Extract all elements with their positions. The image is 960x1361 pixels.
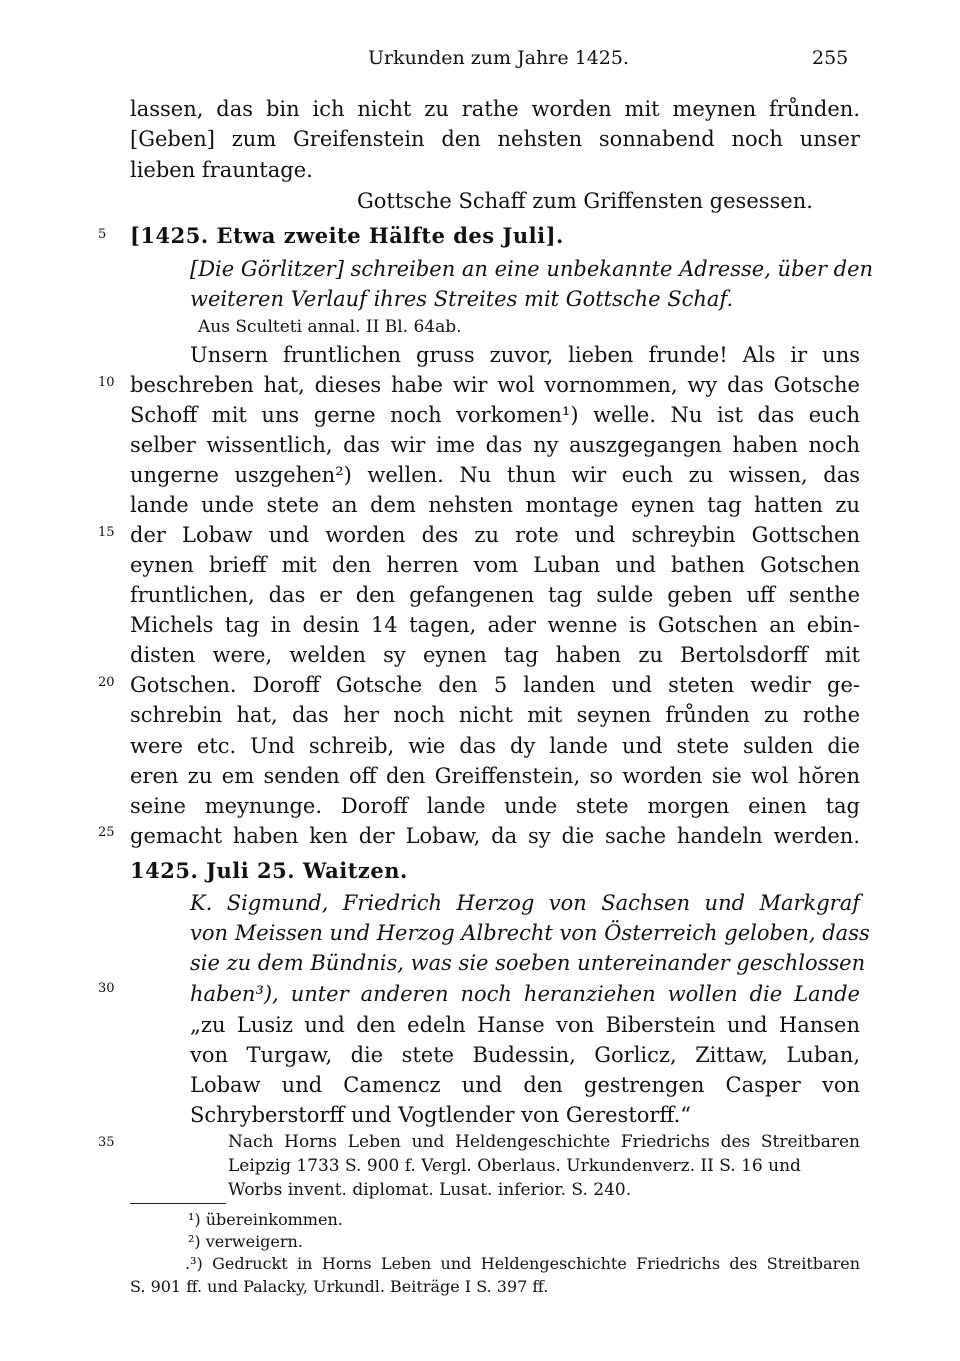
- text-line: disten were, welden sy eynen tag haben zu Bertolsdorff mit: [130, 643, 860, 667]
- line-number: 30: [98, 981, 115, 996]
- line-number: 35: [98, 1135, 115, 1150]
- document-heading: [1425. Etwa zweite Hälfte des Juli].: [130, 223, 564, 248]
- source-note: Leipzig 1733 S. 900 f. Vergl. Oberlaus. Urkundenverz. II S. 16 und: [228, 1156, 801, 1176]
- footnote: ²) verweigern.: [188, 1232, 303, 1251]
- line-number: 25: [98, 825, 115, 840]
- document-summary-line: weiteren Verlauf ihres Streites mit Gottsche Schaf.: [190, 287, 734, 311]
- document-heading: 1425. Juli 25. Waitzen.: [130, 858, 408, 883]
- text-line: were etc. Und schreib, wie das dy lande und stete sulden die: [130, 734, 860, 758]
- text-line: eren zu em senden off den Greiffenstein, so worden sie wol hŏren: [130, 764, 860, 788]
- quote-line: Lobaw und Camencz und den gestrengen Casper von: [190, 1073, 860, 1097]
- line-number: 10: [98, 375, 115, 390]
- text-line: schrebin hat, das her noch nicht mit seynen frůnden zu rothe: [130, 703, 860, 727]
- text-line: Schoff mit uns gerne noch vorkomen¹) welle. Nu ist das euch: [130, 403, 860, 427]
- line-number: 15: [98, 525, 115, 540]
- text-line: ungerne uszgehen²) wellen. Nu thun wir euch zu wissen, das: [130, 463, 860, 487]
- text-line: eynen brieff mit den herren vom Luban und bathen Gotschen: [130, 553, 860, 577]
- text-line: [Geben] zum Greifenstein den nehsten sonnabend noch unser: [130, 127, 860, 151]
- text-line: seine meynunge. Doroff lande unde stete morgen einen tag: [130, 794, 860, 818]
- text-line: gemacht haben ken der Lobaw, da sy die sache handeln werden.: [130, 824, 860, 848]
- signature-line: Gottsche Schaff zum Griffensten gesessen.: [357, 189, 813, 213]
- text-line: lande unde stete an dem nehsten montage eynen tag hatten zu: [130, 493, 860, 517]
- document-summary-line: haben³), unter anderen noch heranziehen wollen die Lande: [190, 982, 860, 1006]
- quote-line: „zu Lusiz und den edeln Hanse von Biberstein und Hansen: [190, 1013, 860, 1037]
- source-note: Worbs invent. diplomat. Lusat. inferior. S. 240.: [228, 1180, 632, 1200]
- running-title: Urkunden zum Jahre 1425.: [368, 47, 630, 69]
- footnote: ¹) übereinkommen.: [188, 1210, 343, 1229]
- text-line: Michels tag in desin 14 tagen, ader wenne is Gotschen an ebin-: [130, 613, 860, 637]
- text-line: selber wissentlich, das wir ime das ny auszgegangen haben noch: [130, 433, 860, 457]
- document-summary-line: K. Sigmund, Friedrich Herzog von Sachsen und Markgraf: [190, 891, 860, 915]
- text-line: lieben frauntage.: [130, 158, 313, 182]
- quote-line: Schryberstorff und Vogtlender von Gerestorff.“: [190, 1103, 692, 1127]
- line-number: 20: [98, 675, 115, 690]
- source-note: Aus Sculteti annal. II Bl. 64ab.: [198, 317, 462, 337]
- footnote-divider: [130, 1203, 226, 1204]
- text-line: Unsern fruntlichen gruss zuvor, lieben frunde! Als ir uns: [190, 343, 860, 367]
- text-line: Gotschen. Doroff Gotsche den 5 landen und steten wedir ge-: [130, 673, 860, 697]
- footnote: .³) Gedruckt in Horns Leben und Heldengeschichte Friedrichs des Streitbaren: [185, 1254, 860, 1273]
- footnote: S. 901 ff. und Palacky, Urkundl. Beiträge I S. 397 ff.: [130, 1277, 549, 1296]
- text-line: fruntlichen, das er den gefangenen tag sulde geben uff senthe: [130, 583, 860, 607]
- text-line: der Lobaw und worden des zu rote und schreybin Gottschen: [130, 523, 860, 547]
- document-summary-line: [Die Görlitzer] schreiben an eine unbekannte Adresse, über den: [190, 257, 874, 281]
- line-number: 5: [98, 227, 107, 242]
- document-summary-line: sie zu dem Bündnis, was sie soeben untereinander geschlossen: [190, 951, 866, 975]
- page-number: 255: [812, 47, 849, 69]
- quote-line: von Turgaw, die stete Budessin, Gorlicz, Zittaw, Luban,: [190, 1043, 860, 1067]
- text-line: lassen, das bin ich nicht zu rathe worden mit meynen frůnden.: [130, 97, 860, 121]
- source-note: Nach Horns Leben und Heldengeschichte Friedrichs des Streitbaren: [228, 1132, 860, 1152]
- text-line: beschreben hat, dieses habe wir wol vornommen, wy das Gotsche: [130, 373, 860, 397]
- document-summary-line: von Meissen und Herzog Albrecht von Österreich geloben, dass: [190, 921, 870, 945]
